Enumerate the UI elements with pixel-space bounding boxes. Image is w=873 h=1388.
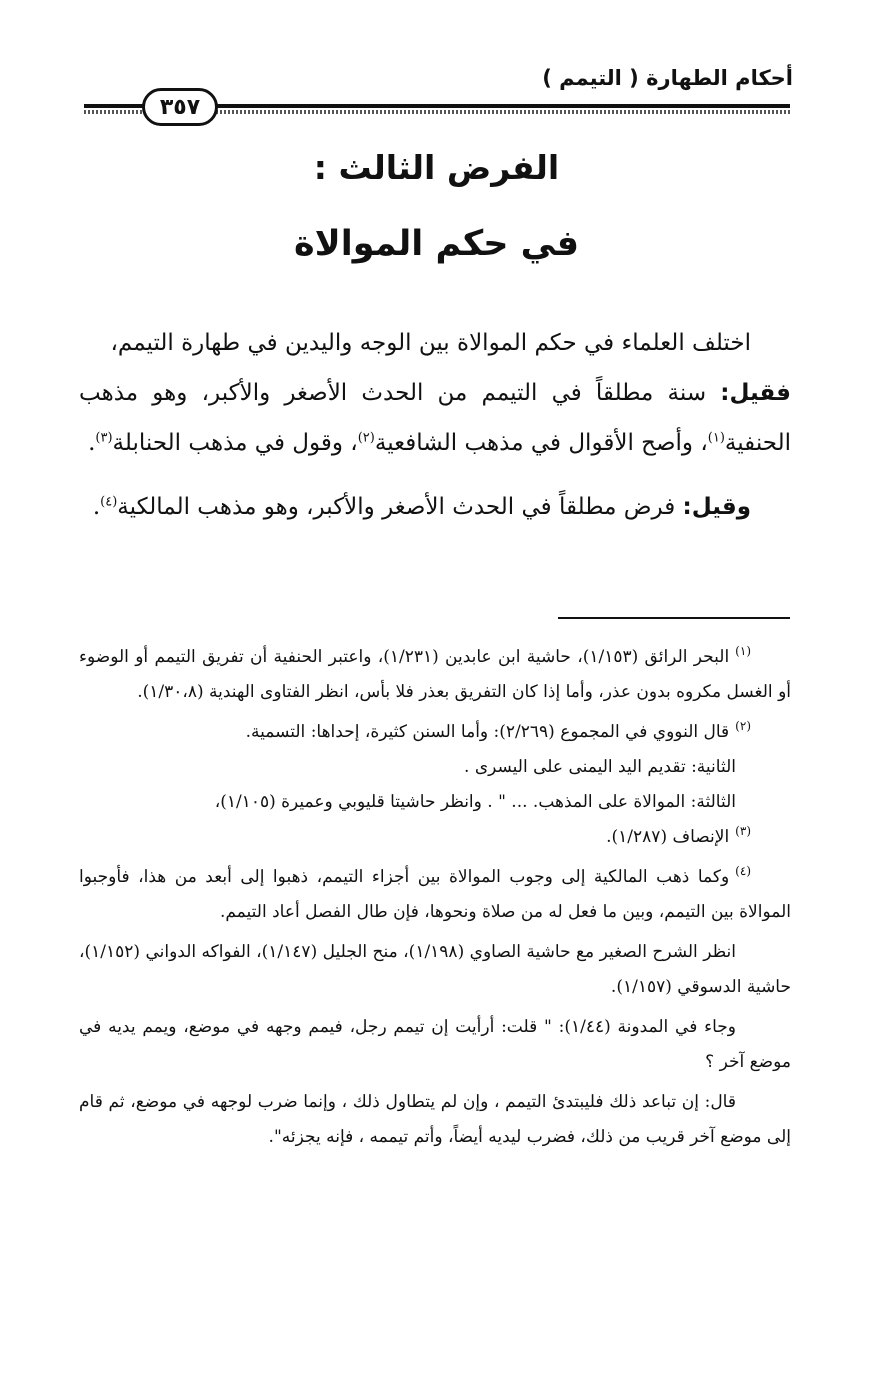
view2-text-b: . <box>92 494 101 520</box>
footnote-4-para-4: قال: إن تباعد ذلك فليبتدئ التيمم ، وإن لم يتطاول ذلك ، وإنما ضرب لوجهه في موضع، ثم قام إلى موضع آخر قريب من ذلك، فضرب ليديه أيضاً، وأتم تيممه ، فإنه يجزئه". <box>79 1092 791 1147</box>
view2-lead: وقيل: <box>682 494 751 520</box>
view1-text-a: سنة مطلقاً في التيمم من الحدث الأصغر والأكبر، وهو مذهب الحنفية <box>79 380 791 456</box>
topic-title: في حكم الموالاة <box>294 224 579 264</box>
footnote-4 <box>79 860 791 930</box>
footnote-2-line-3: الثالثة: الموالاة على المذهب. ... " . وانظر حاشيتا قليوبي وعميرة (١/١٠٥)، <box>214 792 736 812</box>
footnote-ref-2: (٢) <box>357 430 375 446</box>
footnote-separator <box>558 617 790 619</box>
footnote-2-number: (٢) <box>735 719 751 734</box>
running-title: أحكام الطهارة ( التيمم ) <box>542 66 793 90</box>
view1-text-b: ، وأصح الأقوال في مذهب الشافعية <box>374 430 708 456</box>
footnote-2 <box>79 715 791 750</box>
section-title: الفرض الثالث : <box>313 148 560 187</box>
footnote-1-number: (١) <box>735 644 751 659</box>
footnote-2-line-2: الثانية: تقديم اليد اليمنى على اليسرى . <box>464 757 736 777</box>
footnote-1-text: البحر الرائق (١/١٥٣)، حاشية ابن عابدين (١/٢٣١)، واعتبر الحنفية أن تفريق التيمم أو الوضوء أو الغسل مكروه بدون عذر، وأما إذا كان التفريق بعذر فلا بأس، انظر الفتاوى الهندية (١/٣٠،٨). <box>79 647 791 702</box>
view2-text-a: فرض مطلقاً في الحدث الأصغر والأكبر، وهو مذهب المالكية <box>117 494 683 520</box>
view2-paragraph <box>79 482 791 532</box>
footnote-1 <box>79 640 791 710</box>
footnote-4-para-3: وجاء في المدونة (١/٤٤): " قلت: أرأيت إن تيمم رجل، فيمم وجهه في موضع، ويمم يديه في موضع آخر ؟ <box>79 1017 791 1072</box>
page-number: ٣٥٧ <box>142 88 218 126</box>
footnote-ref-1: (١) <box>707 430 725 446</box>
footnote-4-para-2: انظر الشرح الصغير مع حاشية الصاوي (١/١٩٨)، منح الجليل (١/١٤٧)، الفواكه الدواني (١/١٥٢)، حاشية الدسوقي (١/١٥٧). <box>79 942 791 997</box>
view1-text-d: . <box>88 430 96 456</box>
footnote-2-text: قال النووي في المجموع (٢/٢٦٩): وأما السنن كثيرة، إحداها: التسمية. <box>245 722 730 742</box>
footnote-ref-4: (٤) <box>100 494 118 510</box>
view1-text-c: ، وقول في مذهب الحنابلة <box>112 430 358 456</box>
intro-paragraph: اختلف العلماء في حكم الموالاة بين الوجه واليدين في طهارة التيمم، <box>110 330 751 356</box>
footnote-ref-3: (٣) <box>95 430 113 446</box>
footnote-3 <box>79 820 791 855</box>
footnotes <box>79 640 791 1155</box>
view1-paragraph <box>79 368 791 468</box>
footnote-3-text: الإنصاف (١/٢٨٧). <box>606 827 730 847</box>
footnote-4-number: (٤) <box>735 864 751 879</box>
view1-lead: فقيل: <box>720 380 791 406</box>
body-text <box>79 318 791 532</box>
footnote-4-text: وكما ذهب المالكية إلى وجوب الموالاة بين أجزاء التيمم، ذهبوا إلى أبعد من هذا، فأوجبوا الموالاة بين التيمم، وبين ما فعل له من صلاة ونحوها، فإن طال الفصل أعاد التيمم. <box>79 867 791 922</box>
footnote-3-number: (٣) <box>735 824 751 839</box>
